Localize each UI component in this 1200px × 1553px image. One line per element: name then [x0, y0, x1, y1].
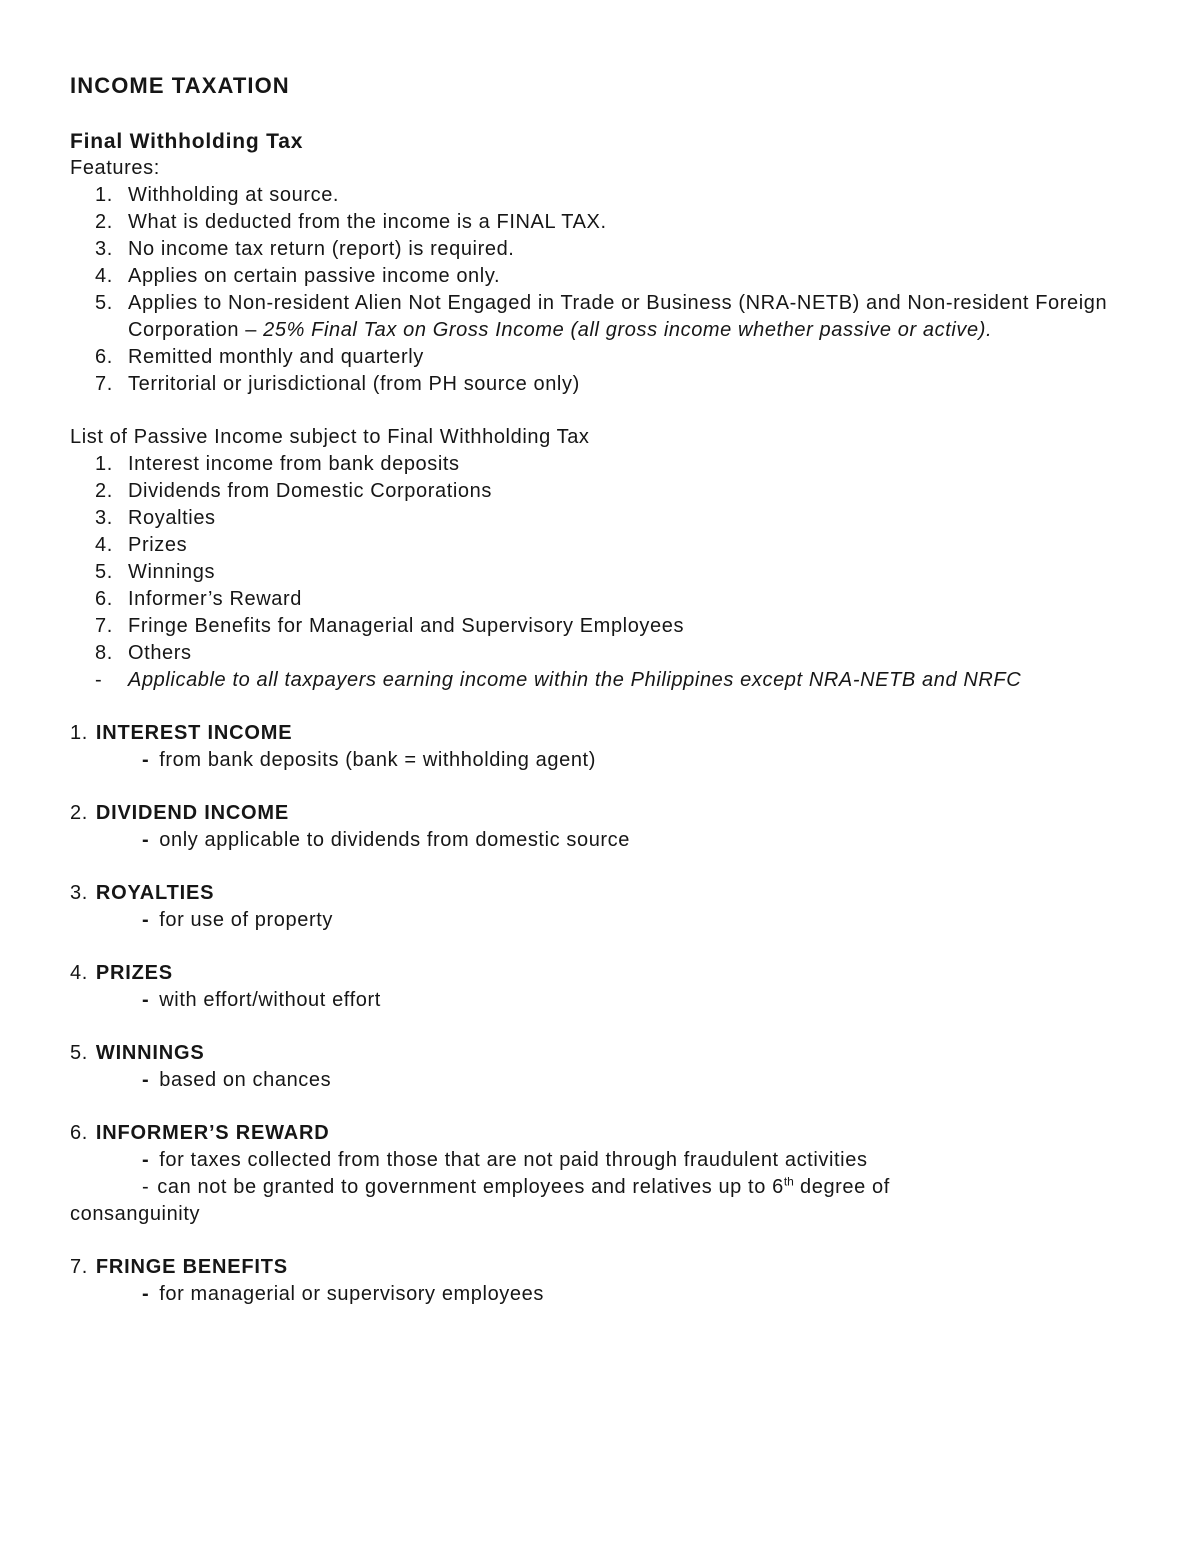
bullet-text-wrap: consanguinity — [70, 1203, 201, 1225]
bullet-line — [142, 907, 1115, 934]
item-text: Remitted monthly and quarterly — [128, 346, 424, 368]
section-heading — [70, 1040, 1115, 1067]
section-title: PRIZES — [95, 962, 173, 984]
note-text: Applicable to all taxpayers earning income within the Philippines except NRA-NETB and NRFC — [128, 669, 1022, 691]
item-number: 3. — [95, 238, 113, 260]
list-item — [70, 182, 1115, 209]
section-number: 3. — [70, 882, 88, 904]
section-number: 5. — [70, 1042, 88, 1064]
list-item — [70, 559, 1115, 586]
item-number: 5. — [95, 561, 113, 583]
section-interest-income — [70, 720, 1115, 774]
section-heading — [70, 720, 1115, 747]
section-number: 4. — [70, 962, 88, 984]
item-text: Dividends from Domestic Corporations — [128, 480, 492, 502]
bullet-dash: - — [142, 829, 150, 851]
passive-income-block — [70, 424, 1115, 694]
bullet-line — [142, 1281, 1115, 1308]
bullet-dash: - — [142, 909, 150, 931]
item-text: Interest income from bank deposits — [128, 453, 460, 475]
bullet-text: can not be granted to government employees and relatives up to 6 — [157, 1176, 784, 1198]
bullet-dash: - — [142, 1283, 150, 1305]
section-number: 7. — [70, 1256, 88, 1278]
item-text: Fringe Benefits for Managerial and Supervisory Employees — [128, 615, 685, 637]
item-number: 8. — [95, 642, 113, 664]
list-item — [70, 586, 1115, 613]
item-text: No income tax return (report) is required. — [128, 238, 515, 260]
section-heading — [70, 880, 1115, 907]
bullet-text: from bank deposits (bank = withholding agent) — [159, 749, 596, 771]
section-winnings — [70, 1040, 1115, 1094]
item-text: What is deducted from the income is a FINAL TAX. — [128, 211, 607, 233]
bullet-text: for managerial or supervisory employees — [159, 1283, 544, 1305]
section-title: ROYALTIES — [95, 882, 215, 904]
item-number: 5. — [95, 292, 113, 314]
list-item — [70, 263, 1115, 290]
features-label: Features: — [70, 157, 160, 179]
section-dividend-income — [70, 800, 1115, 854]
passive-list-intro: List of Passive Income subject to Final Withholding Tax — [70, 426, 590, 448]
item-text: Withholding at source. — [128, 184, 340, 206]
bullet-line — [142, 1067, 1115, 1094]
item-text: Others — [128, 642, 192, 664]
bullet-line — [142, 747, 1115, 774]
item-text: Winnings — [128, 561, 216, 583]
list-item — [70, 451, 1115, 478]
bullet-dash: - — [142, 1069, 150, 1091]
heading-final-withholding-tax: Final Withholding Tax — [70, 130, 304, 153]
bullet-dash: - — [142, 989, 150, 1011]
list-item — [70, 290, 1115, 344]
bullet-text-after: degree of — [793, 1176, 890, 1198]
section-number: 2. — [70, 802, 88, 824]
bullet-line — [142, 1147, 1115, 1174]
bullet-text: for use of property — [159, 909, 333, 931]
list-item — [70, 613, 1115, 640]
ordinal-suffix: th — [783, 1174, 794, 1189]
item-text-italic: 25% Final Tax on Gross Income (all gross income whether passive or active). — [263, 319, 993, 341]
item-text: Informer’s Reward — [128, 588, 302, 610]
features-list — [70, 182, 1115, 398]
bullet-line — [142, 827, 1115, 854]
section-heading — [70, 1254, 1115, 1281]
bullet-text: based on chances — [159, 1069, 332, 1091]
item-number: 4. — [95, 265, 113, 287]
item-text — [128, 290, 1115, 344]
bullet-text: only applicable to dividends from domestic source — [159, 829, 631, 851]
note-dash: - — [95, 669, 103, 691]
section-fringe-benefits — [70, 1254, 1115, 1308]
passive-list — [70, 451, 1115, 694]
item-text: Royalties — [128, 507, 216, 529]
section-title: INFORMER’S REWARD — [95, 1122, 330, 1144]
list-item — [70, 505, 1115, 532]
item-text: Prizes — [128, 534, 188, 556]
item-text: Territorial or jurisdictional (from PH source only) — [128, 373, 580, 395]
item-number: 2. — [95, 211, 113, 233]
item-number: 7. — [95, 373, 113, 395]
bullet-line — [70, 1174, 1115, 1228]
item-number: 4. — [95, 534, 113, 556]
section-prizes — [70, 960, 1115, 1014]
item-text-regular: Applies to Non-resident Alien Not Engaged in Trade or Business (NRA-NETB) and Non-resident Foreign Corporation – — [128, 292, 1108, 341]
section-title: DIVIDEND INCOME — [95, 802, 290, 824]
bullet-dash: - — [142, 1176, 150, 1198]
bullet-dash: - — [142, 1149, 150, 1171]
section-heading — [70, 800, 1115, 827]
item-number: 6. — [95, 588, 113, 610]
section-heading — [70, 960, 1115, 987]
list-item — [70, 640, 1115, 667]
section-title: INTEREST INCOME — [95, 722, 293, 744]
item-number: 6. — [95, 346, 113, 368]
item-number: 1. — [95, 453, 113, 475]
section-number: 6. — [70, 1122, 88, 1144]
list-item — [70, 478, 1115, 505]
bullet-line — [142, 987, 1115, 1014]
section-heading — [70, 1120, 1115, 1147]
document-title: INCOME TAXATION — [70, 73, 290, 98]
item-number: 7. — [95, 615, 113, 637]
section-royalties — [70, 880, 1115, 934]
list-item — [70, 209, 1115, 236]
list-item — [70, 532, 1115, 559]
section-title: WINNINGS — [95, 1042, 205, 1064]
bullet-dash: - — [142, 749, 150, 771]
item-number: 2. — [95, 480, 113, 502]
bullet-text: for taxes collected from those that are not paid through fraudulent activities — [159, 1149, 868, 1171]
item-number: 3. — [95, 507, 113, 529]
item-number: 1. — [95, 184, 113, 206]
item-text: Applies on certain passive income only. — [128, 265, 501, 287]
list-item — [70, 236, 1115, 263]
list-item — [70, 371, 1115, 398]
passive-list-note — [70, 667, 1115, 694]
section-title: FRINGE BENEFITS — [95, 1256, 288, 1278]
bullet-text: with effort/without effort — [159, 989, 381, 1011]
section-informers-reward — [70, 1120, 1115, 1228]
list-item — [70, 344, 1115, 371]
section-number: 1. — [70, 722, 88, 744]
